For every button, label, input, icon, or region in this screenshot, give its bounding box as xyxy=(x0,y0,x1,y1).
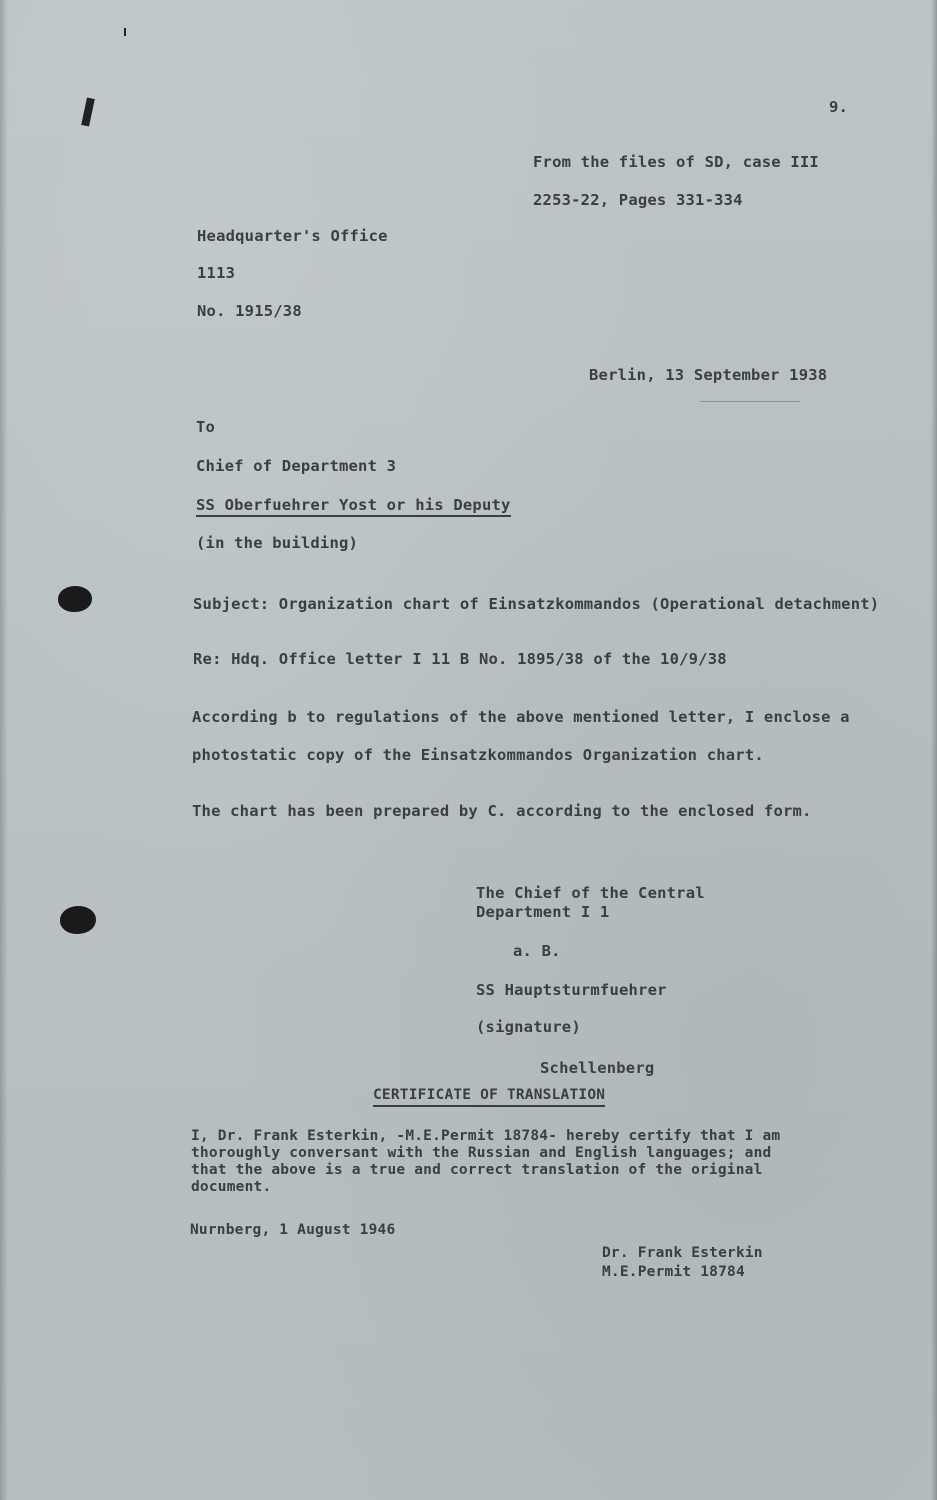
translator-permit: M.E.Permit 18784 xyxy=(602,1264,745,1280)
signature-line-2: Department I 1 xyxy=(476,903,610,921)
recipient-line-1: Chief of Department 3 xyxy=(196,457,397,475)
body-line-2: photostatic copy of the Einsatzkommandos Organization chart. xyxy=(192,746,764,764)
signature-line-5: (signature) xyxy=(476,1018,581,1036)
certificate-title: CERTIFICATE OF TRANSLATION xyxy=(373,1087,605,1107)
staple-mark xyxy=(81,97,95,126)
sender-number: No. 1915/38 xyxy=(197,302,302,320)
body-line-1: According b to regulations of the above mentioned letter, I enclose a xyxy=(192,708,850,726)
signature-line-4: SS Hauptsturmfuehrer xyxy=(476,981,667,999)
signature-line-6: Schellenberg xyxy=(540,1059,655,1077)
sender-code: 1113 xyxy=(197,264,236,282)
certificate-place-date: Nurnberg, 1 August 1946 xyxy=(190,1222,396,1238)
page-number: 9. xyxy=(829,98,849,116)
punch-hole-top xyxy=(58,586,92,612)
recipient-line-2: SS Oberfuehrer Yost or his Deputy xyxy=(196,496,511,517)
subject-line: Subject: Organization chart of Einsatzkommandos (Operational detachment) xyxy=(193,595,880,613)
sender-office: Headquarter's Office xyxy=(197,227,388,245)
signature-line-3: a. B. xyxy=(513,942,561,960)
body-line-3: The chart has been prepared by C. according to the enclosed form. xyxy=(192,802,812,820)
recipient-to: To xyxy=(196,418,216,436)
translator-name: Dr. Frank Esterkin xyxy=(602,1245,763,1261)
punch-hole-bottom xyxy=(60,906,96,934)
recipient-line-3: (in the building) xyxy=(196,534,359,552)
source-line-1: From the files of SD, case III xyxy=(533,153,819,171)
certificate-text: I, Dr. Frank Esterkin, -M.E.Permit 18784- hereby certify that I am thoroughly conversant with the Russian and English languages; and that the above is a true and correct translation of the original document. xyxy=(191,1128,781,1195)
date-underline-mark xyxy=(700,401,800,402)
reference-line: Re: Hdq. Office letter I 11 B No. 1895/38 of the 10/9/38 xyxy=(193,650,727,668)
edge-tick xyxy=(124,28,126,36)
source-line-2: 2253-22, Pages 331-334 xyxy=(533,191,743,209)
signature-line-1: The Chief of the Central xyxy=(476,884,705,902)
place-date: Berlin, 13 September 1938 xyxy=(589,366,828,384)
